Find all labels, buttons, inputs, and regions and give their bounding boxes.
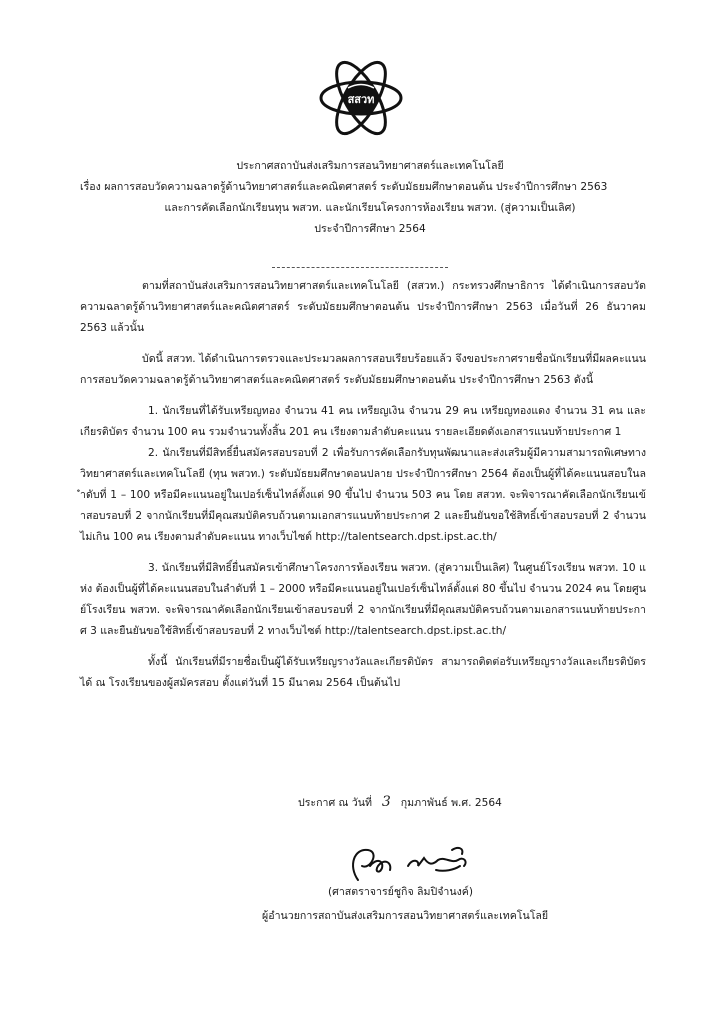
signer-title: ผู้อำนวยการสถาบันส่งเสริมการสอนวิทยาศาสตร์และเทคโนโลยี <box>262 910 549 922</box>
announcement-date <box>298 792 502 814</box>
list-item-medals: 1. นักเรียนที่ได้รับเหรียญทอง จำนวน 41 คน เหรียญเงิน จำนวน 29 คน เหรียญทองแดง จำนวน 31 คน และเกียรติบัตร จำนวน 100 คน รวมจำนวนทั้งสิ้น 201 คน เรียงตามลำดับคะแนน รายละเอียดดังเอกสารแนบท้ายประกาศ 1 <box>80 405 646 438</box>
ipst-logo <box>318 48 404 148</box>
signer-name: (ศาสตราจารย์ชูกิจ ลิมปิจำนงค์) <box>328 886 474 898</box>
list-item-dpst-classroom: 3. นักเรียนที่มีสิทธิ์ยื่นสมัครเข้าศึกษาโครงการห้องเรียน พสวท. (สู่ความเป็นเลิศ) ในศูนย์โรงเรียน พสวท. 10 แห่ง ต้องเป็นผู้ที่ได้คะแนนสอบในลำดับที่ 1 – 2000 หรือมีคะแนนอยู่ในเปอร์เซ็นไทล์ตั้งแต่ 80 ขึ้นไป จำนวน 2024 คน โดยศูนย์โรงเรียน พสวท. จะพิจารณาคัดเลือกนักเรียนเข้าสอบรอบที่ 2 จากนักเรียนที่มีคุณสมบัติครบถ้วนตามเอกสารแนบท้ายประกาศ 3 และยืนยันขอใช้สิทธิ์เข้าสอบรอบที่ 2 ทางเว็บไซต์ http://talentsearch.dpst.ipst.ac.th/ <box>80 562 646 637</box>
subject-line-2: และการคัดเลือกนักเรียนทุน พสวท. และนักเรียนโครงการห้องเรียน พสวท. (สู่ความเป็นเลิศ) <box>164 202 576 214</box>
divider <box>272 267 448 268</box>
subject-line-3: ประจำปีการศึกษา 2564 <box>314 223 426 235</box>
announcement-header <box>80 156 660 240</box>
paragraph-now: บัดนี้ สสวท. ได้ดำเนินการตรวจและประมวลผลการสอบเรียบร้อยแล้ว จึงขอประกาศรายชื่อนักเรียนที่มีผลคะแนนการสอบวัดความฉลาดรู้ด้านวิทยาศาสตร์และคณิตศาสตร์ ระดับมัธยมศึกษาตอนต้น ประจำปีการศึกษา 2563 ดังนี้ <box>80 353 646 386</box>
announcement-title: ประกาศสถาบันส่งเสริมการสอนวิทยาศาสตร์และเทคโนโลยี <box>236 160 504 172</box>
subject-line-1: เรื่อง ผลการสอบวัดความฉลาดรู้ด้านวิทยาศาสตร์และคณิตศาสตร์ ระดับมัธยมศึกษาตอนต้น ประจำปีการศึกษา 2563 <box>80 181 608 193</box>
date-day-handwritten: 3 <box>381 794 391 810</box>
date-month-year: กุมภาพันธ์ พ.ศ. 2564 <box>400 797 502 809</box>
paragraph-intro: ตามที่สถาบันส่งเสริมการสอนวิทยาศาสตร์และเทคโนโลยี (สสวท.) กระทรวงศึกษาธิการ ได้ดำเนินการสอบวัดความฉลาดรู้ด้านวิทยาศาสตร์และคณิตศาสตร์ ระดับมัธยมศึกษาตอนต้น ประจำปีการศึกษา 2563 เมื่อวันที่ 26 ธันวาคม 2563 แล้วนั้น <box>80 280 646 334</box>
paragraph-closing: ทั้งนี้ นักเรียนที่มีรายชื่อเป็นผู้ได้รับเหรียญรางวัลและเกียรติบัตร สามารถติดต่อรับเหรียญรางวัลและเกียรติบัตรได้ ณ โรงเรียนของผู้สมัครสอบ ตั้งแต่วันที่ 15 มีนาคม 2564 เป็นต้นไป <box>80 656 646 689</box>
signature-image <box>340 836 490 886</box>
date-prefix: ประกาศ ณ วันที่ <box>298 797 372 809</box>
list-item-dpst-scholarship: 2. นักเรียนที่มีสิทธิ์ยื่นสมัครสอบรอบที่ 2 เพื่อรับการคัดเลือกรับทุนพัฒนาและส่งเสริมผู้มีความสามารถพิเศษทางวิทยาศาสตร์และเทคโนโลยี (ทุน พสวท.) ระดับมัธยมศึกษาตอนปลาย ประจำปีการศึกษา 2564 ต้องเป็นผู้ที่ได้คะแนนสอบในลำดับที่ 1 – 100 หรือมีคะแนนอยู่ในเปอร์เซ็นไทล์ตั้งแต่ 90 ขึ้นไป จำนวน 503 คน โดย สสวท. จะพิจารณาคัดเลือกนักเรียนเข้าสอบรอบที่ 2 จากนักเรียนที่มีคุณสมบัติครบถ้วนตามเอกสารแนบท้ายประกาศ 2 และยืนยันขอใช้สิทธิ์เข้าสอบรอบที่ 2 จำนวนไม่เกิน 100 คน เรียงตามลำดับคะแนน ทางเว็บไซต์ http://talentsearch.dpst.ipst.ac.th/ <box>80 447 646 543</box>
logo-text: สสวท <box>347 93 375 106</box>
announcement-body <box>80 276 646 694</box>
